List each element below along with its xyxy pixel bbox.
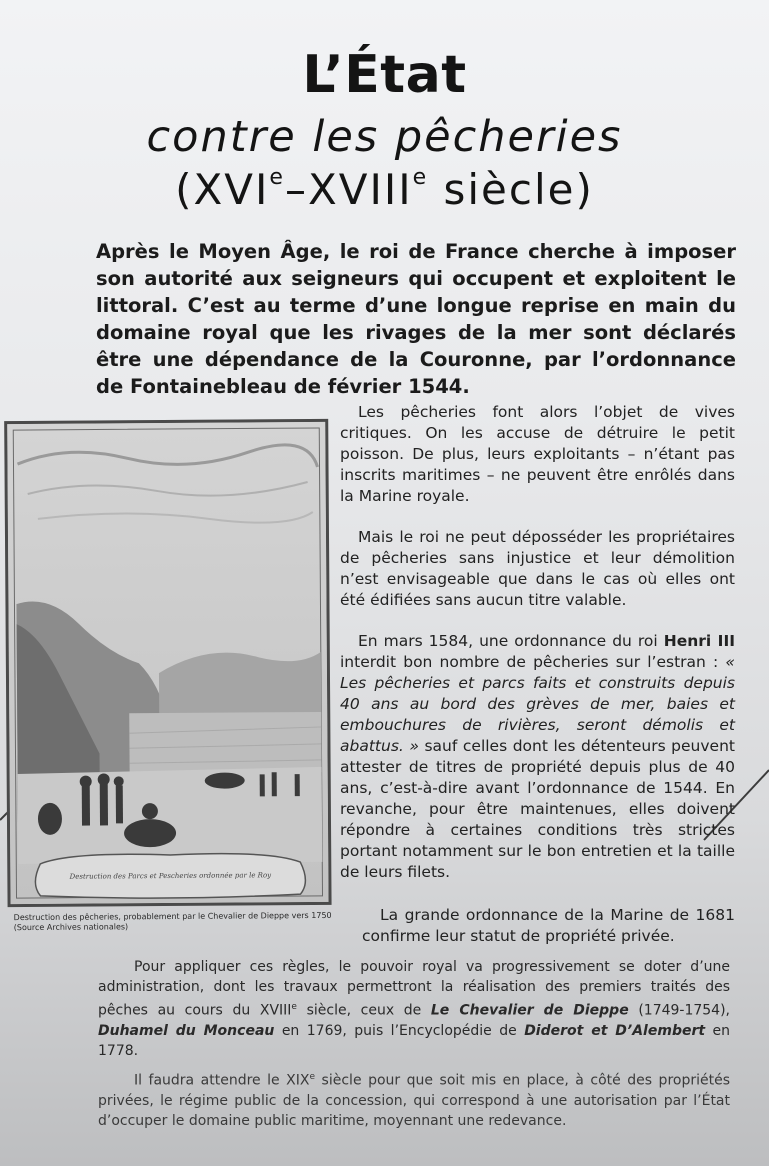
body-paragraph-3: En mars 1584, une ordonnance du roi Henri III interdit bon nombre de pêcheries sur l’estran : « Les pêcheries et parcs faits et construits depuis 40 ans au bord des grèves de mer, baies et embouchures de rivières, seront démolis et abattus. » sauf celles dont les détenteurs peuvent attester de titres de propriété depuis plus de 40 ans, c’est-à-dire avant l’ordonnance de 1544. En revanche, pour être maintenues, elles doivent répondre à certaines conditions très strictes portant notamment sur le bon entretien et la taille de leurs filets. — [340, 632, 735, 881]
figure-caption: Destruction des pêcheries, probablement par le Chevalier de Dieppe vers 1750 (Source Archives nationales) — [13, 910, 332, 933]
page-title: L’État — [302, 45, 467, 105]
engraving-figure — [2, 419, 336, 941]
bottom-paragraph-1: Pour appliquer ces règles, le pouvoir royal va progressivement se doter d’une administration, dont les travaux permettront la réalisation des premiers traités des pêches au cours du XVIIIe siècle, ceux de Le Chevalier de Dieppe (1749-1754), Duhamel du Monceau en 1769, puis l’Encyclopédie de Diderot et D’Alembert en 1778. — [98, 959, 731, 1059]
cartouche-text: Destruction des Parcs et Pescheries ordonnée par le Roy — [69, 871, 272, 881]
ordinance-quote: « Les pêcheries et parcs faits et construits depuis 40 ans au bord des grèves de mer, baies et embouchures de rivières, seront démolis et abattus. » — [340, 653, 735, 755]
body-paragraph-2: Mais le roi ne peut déposséder les propriétaires de pêcheries sans injustice et leur démolition n’est envisageable que dans le cas où elles ont été édifiées sans aucun titre valable. — [340, 528, 735, 609]
intro-paragraph: Après le Moyen Âge, le roi de France cherche à imposer son autorité aux seigneurs qui occupent et exploitent le littoral. C’est au terme d’une longue reprise en main du domaine royal que les rivages de la mer sont déclarés être une dépendance de la Couronne, par l’ordonnance de Fontainebleau de février 1544. — [96, 240, 736, 398]
page-period: (XVIe–XVIIIe siècle) — [175, 165, 594, 214]
engraving-illustration — [4, 419, 331, 907]
body-paragraph-4: La grande ordonnance de la Marine de 1681 confirme leur statut de propriété privée. — [362, 906, 735, 945]
body-paragraph-1: Les pêcheries font alors l’objet de vives critiques. On les accuse de détruire le petit poisson. De plus, leurs exploitants – n’étant pas inscrits maritimes – ne peuvent être enrôlés dans la Marine royale. — [340, 403, 735, 505]
king-name: Henri III — [663, 632, 735, 650]
bottom-paragraph-2: Il faudra attendre le XIXe siècle pour que soit mis en place, à côté des propriétés privées, le régime public de la concession, qui correspond à une autorisation par l’État d’occuper le domaine public maritime, moyennant une redevance. — [98, 1072, 731, 1129]
page-subtitle: contre les pêcheries — [146, 112, 623, 162]
